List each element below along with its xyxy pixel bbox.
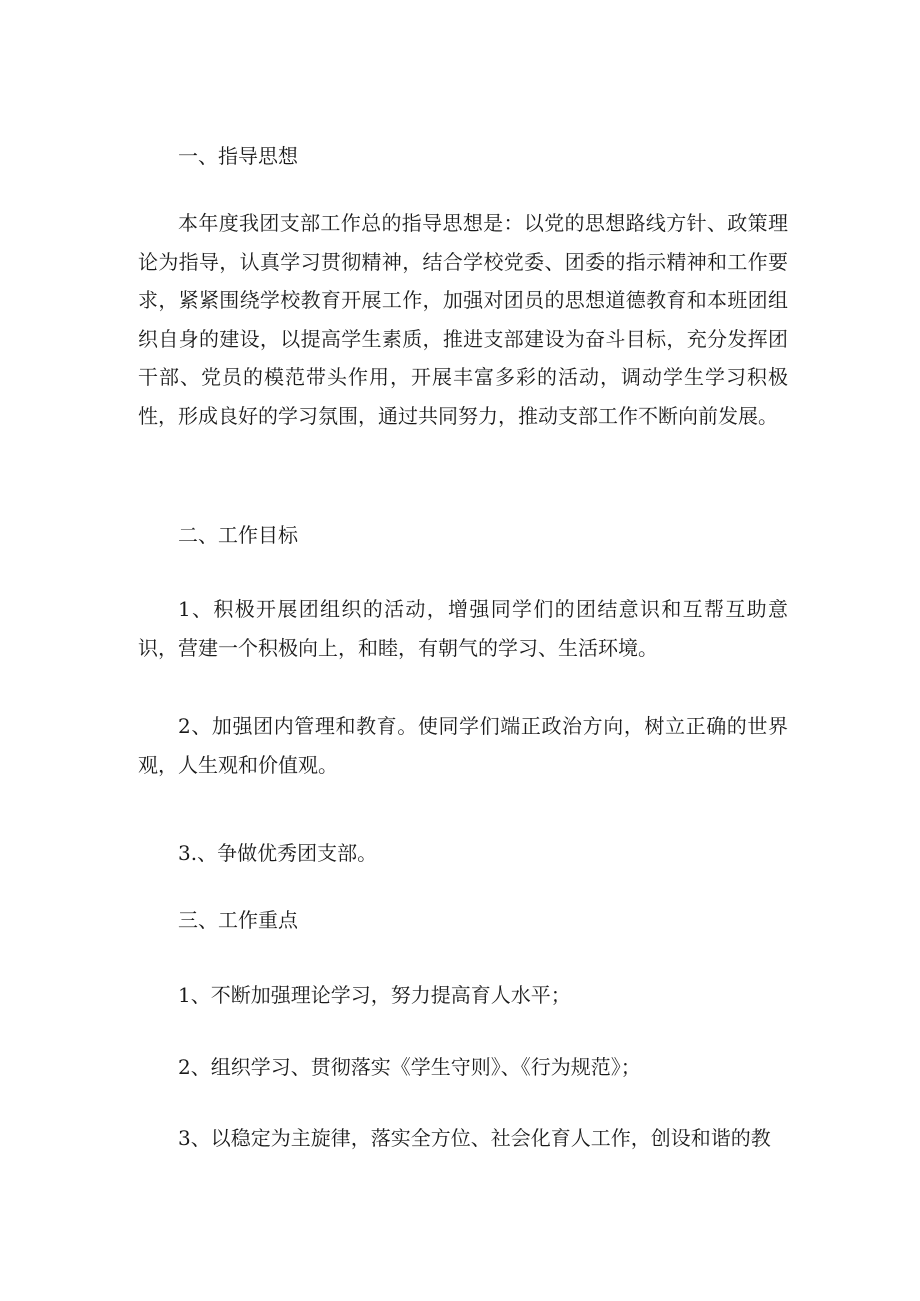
section-2-item-1: 1、积极开展团组织的活动，增强同学们的团结意识和互帮互助意识，营建一个积极向上，和睦，有朝气的学习、生活环境。 [138, 597, 788, 660]
section-2-heading: 二、工作目标 [178, 523, 298, 547]
section-3-item-1: 1、不断加强理论学习，努力提高育人水平； [178, 983, 571, 1007]
section-3-item-2: 2、组织学习、贯彻落实《学生守则》、《行为规范》； [178, 1055, 641, 1079]
section-1-paragraph: 本年度我团支部工作总的指导思想是：以党的思想路线方针、政策理论为指导，认真学习贯彻精神，结合学校党委、团委的指示精神和工作要求，紧紧围绕学校教育开展工作，加强对团员的思想道德教育和本班团组织自身的建设，以提高学生素质，推进支部建设为奋斗目标，充分发挥团干部、党员的模范带头作用，开展丰富多彩的活动，调动学生学习积极性，形成良好的学习氛围，通过共同努力，推动支部工作不断向前发展。 [138, 211, 788, 428]
section-3-heading: 三、工作重点 [178, 908, 298, 932]
section-1-heading: 一、指导思想 [178, 144, 298, 168]
section-2-item-2: 2、加强团内管理和教育。使同学们端正政治方向，树立正确的世界观，人生观和价值观。 [138, 714, 788, 777]
section-3-item-3: 3、以稳定为主旋律，落实全方位、社会化育人工作，创设和谐的教 [178, 1126, 771, 1150]
section-2-item-3: 3.、争做优秀团支部。 [178, 841, 378, 865]
